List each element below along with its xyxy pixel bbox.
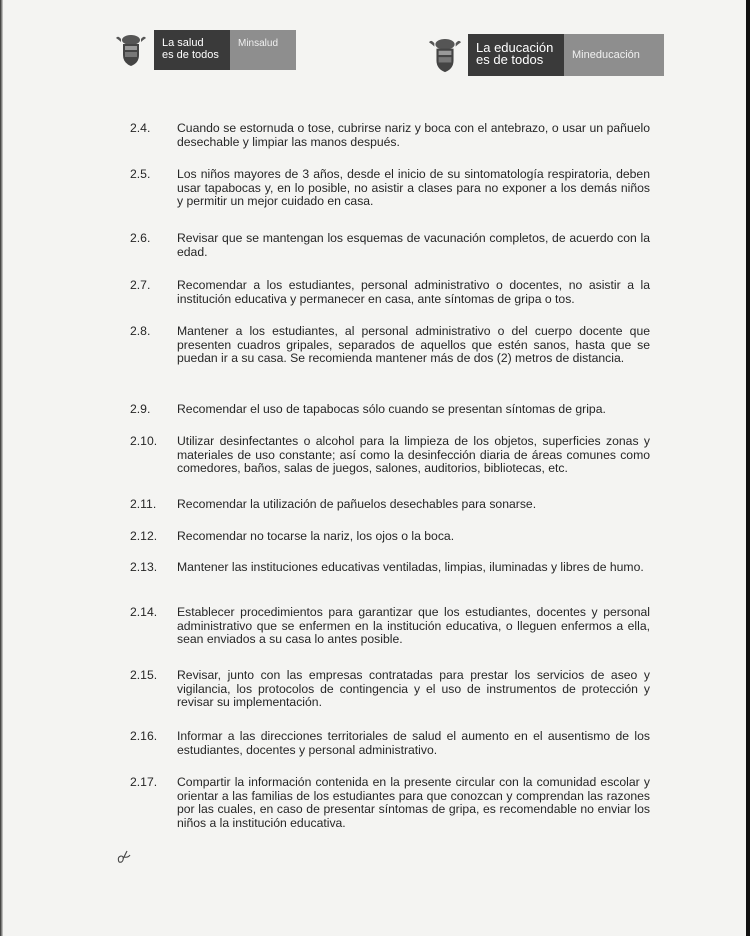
item-number: 2.16. xyxy=(130,729,158,743)
mineducacion-logo-box xyxy=(468,34,664,76)
item-text: Revisar, junto con las empresas contratadas para prestar los servicios de aseo y vigilancia, los protocolos de contingencia y el uso de instrumentos de protección y revisar su implementación. xyxy=(177,668,650,710)
mineducacion-slogan xyxy=(468,34,564,76)
list-item xyxy=(130,232,650,259)
list-item xyxy=(130,498,650,512)
item-text: Informar a las direcciones territoriales de salud el aumento en el ausentismo de los estudiantes, docentes y personal administrativo. xyxy=(177,729,650,757)
slogan-line-2: es de todos xyxy=(476,52,544,67)
list-item xyxy=(130,561,650,575)
minsalud-logo xyxy=(114,30,296,70)
slogan-line-1: La salud xyxy=(162,37,204,49)
coat-of-arms-icon xyxy=(428,37,462,73)
item-text: Compartir la información contenida en la presente circular con la comunidad escolar y orientar a las familias de los estudiantes para que conozcan y comprendan las razones por las cuales, en caso de presentar síntomas de gripa, es recomendable no enviar los niños a la institución educativa. xyxy=(177,775,650,830)
list-item xyxy=(130,435,650,476)
item-number: 2.12. xyxy=(130,529,158,543)
item-text: Mantener a los estudiantes, al personal administrativo o del cuerpo docente que presenten cuadros gripales, separados de aquellos que estén sanos, hasta que se puedan ir a su casa. Se recomienda mantener más de dos (2) metros de distancia. xyxy=(177,324,650,366)
minsalud-logo-box xyxy=(154,30,296,70)
page-edge xyxy=(0,0,3,936)
list-item xyxy=(130,325,650,366)
item-text: Recomendar no tocarse la nariz, los ojos o la boca. xyxy=(177,529,455,543)
item-number: 2.14. xyxy=(130,605,158,619)
item-text: Revisar que se mantengan los esquemas de vacunación completos, de acuerdo con la edad. xyxy=(177,231,650,259)
mineducacion-logo xyxy=(428,34,664,76)
list-item xyxy=(130,730,650,757)
list-item xyxy=(130,606,650,647)
item-text: Recomendar a los estudiantes, personal administrativo o docentes, no asistir a la institución educativa y permanecer en casa, ante síntomas de gripa o tos. xyxy=(177,278,650,306)
item-number: 2.7. xyxy=(130,278,151,292)
list-item xyxy=(130,669,650,710)
minsalud-slogan xyxy=(154,30,230,70)
item-number: 2.4. xyxy=(130,121,151,135)
slogan-line-2: es de todos xyxy=(162,49,219,61)
list-item xyxy=(130,530,650,544)
item-text: Utilizar desinfectantes o alcohol para la limpieza de los objetos, superficies zonas y materiales de uso constante; así como la desinfección diaria de áreas comunes como comedores, baños, salas de juegos, salones, auditorios, bibliotecas, etc. xyxy=(177,434,650,476)
item-number: 2.9. xyxy=(130,402,151,416)
item-number: 2.15. xyxy=(130,668,158,682)
item-text: Recomendar la utilización de pañuelos desechables para sonarse. xyxy=(177,497,537,511)
page-shadow xyxy=(746,0,750,936)
item-number: 2.10. xyxy=(130,434,158,448)
item-text: Recomendar el uso de tapabocas sólo cuando se presentan síntomas de gripa. xyxy=(177,402,606,416)
item-number: 2.8. xyxy=(130,324,151,338)
item-text: Establecer procedimientos para garantizar que los estudiantes, docentes y personal administrativo que se enfermen en la institución educativa, o lleguen enfermos a ella, sean enviados a su casa lo antes posible. xyxy=(177,605,650,647)
item-text: Mantener las instituciones educativas ventiladas, limpias, iluminadas y libres de humo. xyxy=(177,560,644,574)
coat-of-arms-icon xyxy=(114,32,148,68)
slogan-line-1: La educación xyxy=(476,40,554,55)
item-text: Cuando se estornuda o tose, cubrirse nariz y boca con el antebrazo, o usar un pañuelo desechable y limpiar las manos después. xyxy=(177,121,650,149)
handwritten-initials-mark xyxy=(116,848,132,866)
item-number: 2.5. xyxy=(130,167,151,181)
list-item xyxy=(130,403,650,417)
list-item xyxy=(130,122,650,149)
item-text: Los niños mayores de 3 años, desde el inicio de su sintomatología respiratoria, deben usar tapabocas y, en lo posible, no asistir a clases para no exponer a los demás niños y permitir un mejor cuidado en casa. xyxy=(177,167,650,209)
list-item xyxy=(130,279,650,306)
minsalud-label: Minsalud xyxy=(230,30,296,70)
item-number: 2.6. xyxy=(130,231,151,245)
mineducacion-label: Mineducación xyxy=(564,34,664,76)
item-number: 2.13. xyxy=(130,560,158,574)
item-number: 2.11. xyxy=(130,497,157,511)
list-item xyxy=(130,168,650,209)
item-number: 2.17. xyxy=(130,775,158,789)
list-item xyxy=(130,776,650,830)
